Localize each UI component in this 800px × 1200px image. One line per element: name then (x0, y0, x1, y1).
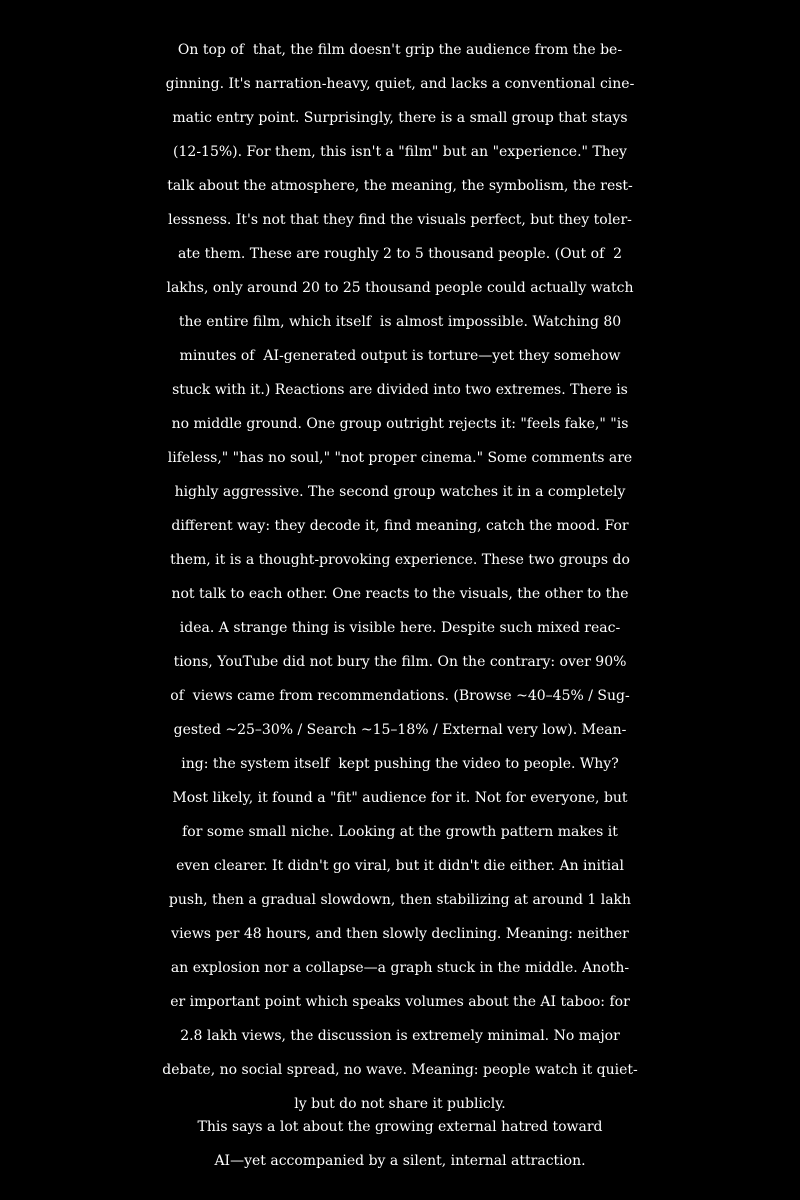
text-line: On top of that, the film doesn't grip the audience from the be- (177, 42, 623, 58)
text-line: for some small niche. Looking at the growth pattern makes it (182, 824, 618, 840)
text-line: different way: they decode it, find meaning, catch the mood. For (171, 518, 629, 534)
text-line: lessness. It's not that they find the visuals perfect, but they toler- (168, 212, 632, 228)
text-line: lifeless," "has no soul," "not proper cinema." Some comments are (167, 450, 633, 466)
text-line: not talk to each other. One reacts to the visuals, the other to the (171, 586, 629, 602)
text-line: ate them. These are roughly 2 to 5 thousand people. (Out of 2 (177, 246, 623, 262)
text-line: tions, YouTube did not bury the film. On the contrary: over 90% (173, 654, 627, 670)
text-line: lakhs, only around 20 to 25 thousand people could actually watch (166, 280, 634, 296)
text-line: Most likely, it found a "fit" audience for it. Not for everyone, but (172, 790, 628, 806)
text-line: ing: the system itself kept pushing the video to people. Why? (181, 756, 619, 772)
text-line: push, then a gradual slowdown, then stabilizing at around 1 lakh (168, 892, 632, 908)
text-line: an explosion nor a collapse—a graph stuck in the middle. Anoth- (170, 960, 630, 976)
text-line: highly aggressive. The second group watches it in a completely (174, 484, 626, 500)
text-line: no middle ground. One group outright rejects it: "feels fake," "is (171, 416, 629, 432)
text-line: talk about the atmosphere, the meaning, the symbolism, the rest- (167, 178, 633, 194)
paragraph-closing (0, 1110, 800, 1178)
text-line: 2.8 lakh views, the discussion is extremely minimal. No major (180, 1028, 620, 1044)
text-line: stuck with it.) Reactions are divided into two extremes. There is (172, 382, 628, 398)
text-line: the entire film, which itself is almost impossible. Watching 80 (178, 314, 622, 330)
text-line: minutes of AI-generated output is torture—yet they somehow (179, 348, 621, 364)
text-line: AI—yet accompanied by a silent, internal attraction. (214, 1153, 586, 1169)
text-line: of views came from recommendations. (Browse ~40–45% / Sug- (170, 688, 630, 704)
text-line: ly but do not share it publicly. (294, 1096, 506, 1112)
text-line: This says a lot about the growing external hatred toward (197, 1119, 603, 1135)
text-line: matic entry point. Surprisingly, there is a small group that stays (172, 110, 628, 126)
text-line: er important point which speaks volumes about the AI taboo: for (170, 994, 630, 1010)
text-line: debate, no social spread, no wave. Meaning: people watch it quiet- (162, 1062, 638, 1078)
text-line: idea. A strange thing is visible here. Despite such mixed reac- (179, 620, 621, 636)
text-line: gested ~25–30% / Search ~15–18% / External very low). Mean- (173, 722, 627, 738)
text-line: ginning. It's narration-heavy, quiet, and lacks a conventional cine- (165, 76, 635, 92)
text-line: them, it is a thought-provoking experience. These two groups do (170, 552, 630, 568)
text-line: (12-15%). For them, this isn't a "film" but an "experience." They (173, 144, 627, 160)
paragraph-main (0, 33, 800, 1121)
text-line: views per 48 hours, and then slowly declining. Meaning: neither (171, 926, 629, 942)
text-line: even clearer. It didn't go viral, but it didn't die either. An initial (176, 858, 624, 874)
